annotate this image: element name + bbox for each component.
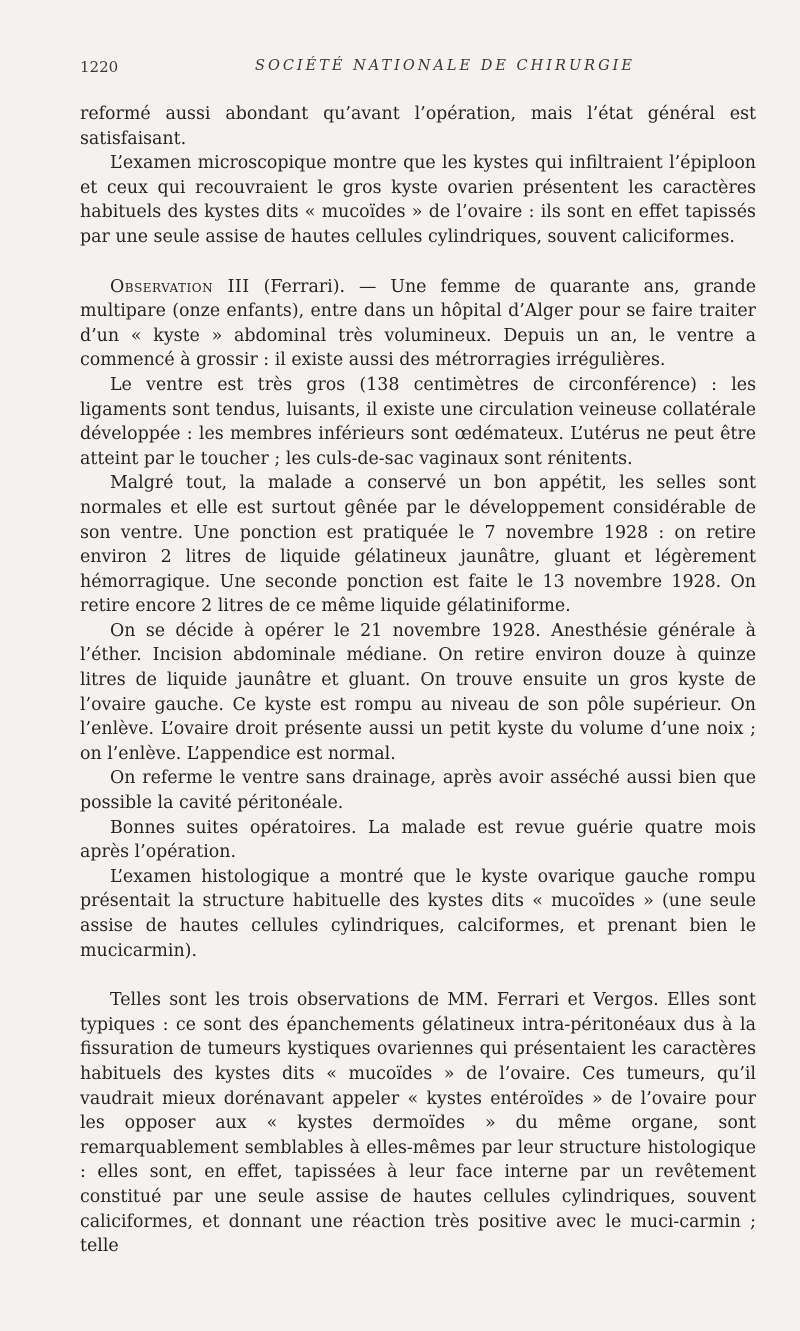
paragraph: On se décide à opérer le 21 novembre 1928. Anesthésie générale à l’éther. Incision abdominale médiane. On retire environ douze à quinze litres de liquide jaunâtre et gluant. On trouve ensuite un gros kyste de l’ovaire gauche. Ce kyste est rompu au niveau de son pôle supérieur. On l’enlève. L’ovaire droit présente aussi un petit kyste du volume d’une noix ; on l’enlève. L’appendice est normal. xyxy=(80,620,756,764)
body-text xyxy=(80,102,756,1259)
paragraph: L’examen histologique a montré que le kyste ovarique gauche rompu présentait la structure habituelle des kystes dits « mucoïdes » (une seule assise de hautes cellules cylindriques, calciformes, et prenant bien le mucicarmin). xyxy=(80,866,756,961)
observation-paragraph xyxy=(80,275,756,373)
page-number: 1220 xyxy=(80,58,119,76)
paragraph: Malgré tout, la malade a conservé un bon appétit, les selles sont normales et elle est surtout gênée par le développement considérable de son ventre. Une ponction est pratiquée le 7 novembre 1928 : on retire environ 2 litres de liquide gélatineux jaunâtre, gluant et légèrement hémorragique. Une seconde ponction est faite le 13 novembre 1928. On retire encore 2 litres de ce même liquide gélatiniforme. xyxy=(80,473,756,617)
observation-label: Observation III xyxy=(110,276,250,297)
paragraph: reformé aussi abondant qu’avant l’opération, mais l’état général est satisfaisant. xyxy=(80,104,756,149)
observation-text: (Ferrari). — Une femme de quarante ans, grande multipare (onze enfants), entre dans un hôpital d’Alger pour se faire traiter d’un « kyste » abdominal très volumineux. Depuis un an, le ventre a commencé à grossir : il existe aussi des métrorragies irrégulières. xyxy=(80,276,757,371)
paragraph: On referme le ventre sans drainage, après avoir asséché aussi bien que possible la cavité péritonéale. xyxy=(80,768,756,814)
paragraph: Le ventre est très gros (138 centimètres de circonférence) : les ligaments sont tendus, luisants, il existe une circulation veineuse collatérale développée : les membres inférieurs sont œdémateux. L’utérus ne peut être atteint par le toucher ; les culs-de-sac vaginaux sont rénitents. xyxy=(80,374,756,469)
page-header xyxy=(80,58,755,82)
running-title: SOCIÉTÉ NATIONALE DE CHIRURGIE xyxy=(255,58,635,74)
paragraph: Telles sont les trois observations de MM. Ferrari et Vergos. Elles sont typiques : ce sont des épanchements gélatineux intra-péritonéaux dus à la fissuration de tumeurs kystiques ovariennes qui présentaient les caractères habituels des kystes dits « mucoïdes » de l’ovaire. Ces tumeurs, qu’il vaudrait mieux dorénavant appeler « kystes entéroïdes » de l’ovaire pour les opposer aux « kystes dermoïdes » du même organe, sont remarquablement semblables à elles-mêmes par leur structure histologique : elles sont, en effet, tapissées à leur face interne par un revêtement constitué par une seule assise de hautes cellules cylindriques, souvent caliciformes, et donnant une réaction très positive avec le muci-carmin ; telle xyxy=(80,990,756,1257)
paragraph: Bonnes suites opératoires. La malade est revue guérie quatre mois après l’opération. xyxy=(80,817,756,863)
paragraph: L’examen microscopique montre que les kystes qui infiltraient l’épiploon et ceux qui recouvraient le gros kyste ovarien présentent les caractères habituels des kystes dits « mucoïdes » de l’ovaire : ils sont en effet tapissés par une seule assise de hautes cellules cylindriques, souvent caliciformes. xyxy=(80,153,756,247)
